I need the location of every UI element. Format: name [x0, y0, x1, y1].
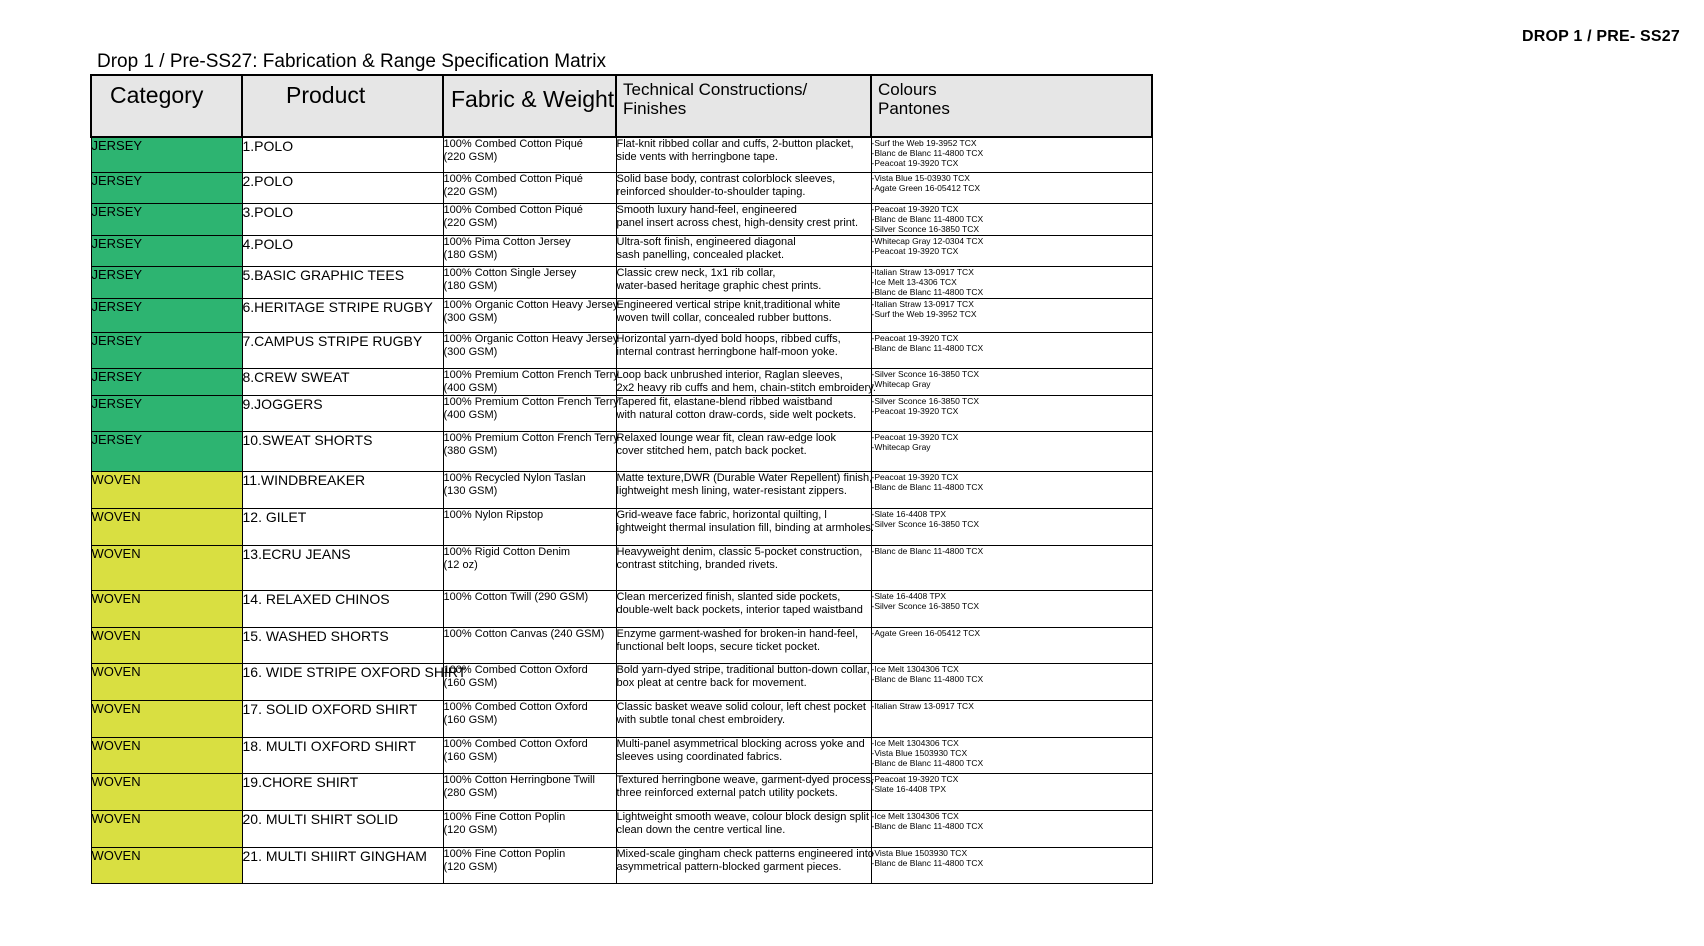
fabric-line: 100% Combed Cotton Piqué: [443, 138, 583, 150]
product-cell: 20. MULTI SHIRT SOLID: [242, 810, 443, 847]
fabric-weight-cell: [443, 172, 616, 203]
technical-cell: [616, 368, 876, 395]
header-row: [91, 75, 1152, 137]
colour-line: -Ice Melt 1304306 TCX: [871, 810, 959, 821]
colours-cell: [871, 847, 1152, 883]
fabric-line: (220 GSM): [443, 216, 498, 229]
colour-line: -Blanc de Blanc 11-4800 TCX: [871, 342, 984, 353]
table-row: [91, 847, 1152, 883]
technical-cell: [616, 332, 871, 368]
category-cell: WOVEN: [91, 700, 242, 737]
colour-line: -Blanc de Blanc 11-4800 TCX: [871, 820, 984, 831]
table-row: [91, 663, 1152, 700]
technical-line: Loop back unbrushed interior, Raglan sleeves,: [616, 368, 843, 381]
technical-line: with subtle tonal chest embroidery.: [616, 713, 786, 726]
product-cell: 16. WIDE STRIPE OXFORD SHIRT: [242, 663, 443, 700]
fabric-line: (12 oz): [443, 558, 478, 571]
table-row: [91, 810, 1152, 847]
fabric-line: 100% Combed Cotton Piqué: [443, 203, 583, 216]
product-cell: 8.CREW SWEAT: [242, 368, 443, 395]
colour-line: -Blanc de Blanc 11-4800 TCX: [871, 673, 984, 684]
header-fabric-weight: Fabric & Weight: [443, 75, 616, 137]
category-cell: WOVEN: [91, 627, 242, 663]
fabric-line: (180 GSM): [443, 248, 498, 261]
colour-line: -Blanc de Blanc 11-4800 TCX: [871, 481, 984, 492]
product-cell: 10.SWEAT SHORTS: [242, 431, 443, 471]
colours-cell: [871, 627, 1152, 663]
table-row: [91, 508, 1152, 545]
product-cell: 15. WASHED SHORTS: [242, 627, 443, 663]
product-cell: 19.CHORE SHIRT: [242, 773, 443, 810]
fabric-line: (160 GSM): [443, 713, 498, 726]
colour-line: -Agate Green 16-05412 TCX: [871, 182, 981, 193]
colour-line: -Slate 16-4408 TPX: [871, 590, 946, 601]
colours-cell: [871, 508, 1152, 545]
colour-line: -Slate 16-4408 TPX: [871, 508, 946, 519]
colour-line: -Silver Sconce 16-3850 TCX: [871, 600, 980, 611]
technical-line: Tapered fit, elastane-blend ribbed waistband: [616, 395, 833, 408]
product-cell: 21. MULTI SHIIRT GINGHAM: [242, 847, 443, 883]
fabric-weight-cell: [443, 332, 619, 368]
product-cell: 17. SOLID OXFORD SHIRT: [242, 700, 443, 737]
fabric-line: 100% Combed Cotton Oxford: [443, 737, 588, 750]
colour-line: -Blanc de Blanc 11-4800 TCX: [871, 757, 984, 768]
technical-line: with natural cotton draw-cords, side welt pockets.: [616, 408, 857, 421]
fabric-weight-cell: [443, 368, 619, 395]
table-row: [91, 545, 1152, 590]
fabric-weight-cell: [443, 847, 616, 883]
product-cell: 5.BASIC GRAPHIC TEES: [242, 266, 443, 298]
technical-line: three reinforced external patch utility pockets.: [616, 786, 838, 799]
table-row: [91, 773, 1152, 810]
colour-line: -Italian Straw 13-0917 TCX: [871, 266, 974, 277]
fabric-line: 100% Organic Cotton Heavy Jersey: [443, 298, 619, 311]
colour-line: -Whitecap Gray 12-0304 TCX: [871, 235, 984, 246]
colours-cell: [871, 773, 1152, 810]
product-cell: 3.POLO: [242, 203, 443, 235]
colours-cell: [871, 663, 1152, 700]
table-row: [91, 590, 1152, 627]
technical-line: Relaxed lounge wear fit, clean raw-edge look: [616, 431, 837, 444]
colour-line: -Silver Sconce 16-3850 TCX: [871, 395, 980, 406]
fabric-line: 100% Combed Cotton Oxford: [443, 700, 588, 713]
colours-cell: [871, 172, 1152, 203]
fabric-weight-cell: [443, 508, 616, 545]
colour-line: -Peacoat 19-3920 TCX: [871, 773, 959, 784]
header-product: Product: [242, 75, 443, 137]
colours-cell: [871, 203, 1152, 235]
colours-cell: [871, 700, 1152, 737]
colour-line: -Peacoat 19-3920 TCX: [871, 431, 959, 442]
header-colours-line-1: Colours: [878, 80, 937, 99]
product-cell: 18. MULTI OXFORD SHIRT: [242, 737, 443, 773]
category-cell: JERSEY: [91, 172, 242, 203]
colour-line: -Slate 16-4408 TPX: [871, 783, 946, 794]
colour-line: -Peacoat 19-3920 TCX: [871, 332, 959, 343]
fabric-line: 100% Cotton Twill (290 GSM): [443, 590, 589, 603]
fabric-weight-cell: [443, 700, 616, 737]
fabric-line: (220 GSM): [443, 185, 498, 198]
fabric-line: 100% Recycled Nylon Taslan: [443, 471, 586, 484]
technical-line: Classic basket weave solid colour, left chest pocket: [616, 700, 866, 713]
fabric-line: (380 GSM): [443, 444, 498, 457]
colour-line: -Silver Sconce 16-3850 TCX: [871, 368, 980, 379]
colour-line: -Ice Melt 1304306 TCX: [871, 737, 959, 748]
category-cell: WOVEN: [91, 663, 242, 700]
category-cell: WOVEN: [91, 773, 242, 810]
header-colours-line-2: Pantones: [878, 99, 950, 118]
category-cell: WOVEN: [91, 810, 242, 847]
technical-cell: [616, 172, 871, 203]
technical-cell: [616, 235, 871, 266]
technical-cell: [616, 773, 874, 810]
fabric-line: (300 GSM): [443, 311, 498, 324]
colours-cell: [871, 266, 1152, 298]
header-category: Category: [91, 75, 242, 137]
fabric-line: 100% Pima Cotton Jersey: [443, 235, 571, 248]
colour-line: -Vista Blue 15-03930 TCX: [871, 172, 970, 183]
fabric-weight-cell: [443, 627, 616, 663]
technical-line: lightweight mesh lining, water-resistant zippers.: [616, 484, 847, 497]
technical-line: asymmetrical pattern-blocked garment pieces.: [616, 860, 842, 873]
fabric-weight-cell: [443, 545, 616, 590]
fabric-line: 100% Combed Cotton Oxford: [443, 663, 588, 676]
category-cell: JERSEY: [91, 431, 242, 471]
fabric-weight-cell: [443, 773, 616, 810]
colour-line: -Ice Melt 1304306 TCX: [871, 663, 959, 674]
technical-line: Flat-knit ribbed collar and cuffs, 2-button placket,: [616, 138, 854, 150]
technical-line: Horizontal yarn-dyed bold hoops, ribbed cuffs,: [616, 332, 841, 345]
technical-cell: [616, 471, 871, 508]
technical-line: Textured herringbone weave, garment-dyed process,: [616, 773, 874, 786]
technical-line: panel insert across chest, high-density crest print.: [616, 216, 859, 229]
fabric-line: 100% Combed Cotton Piqué: [443, 172, 583, 185]
technical-line: contrast stitching, branded rivets.: [616, 558, 778, 571]
colours-cell: [871, 298, 1152, 332]
technical-line: 2x2 heavy rib cuffs and hem, chain-stitch embroidery.: [616, 381, 876, 394]
product-cell: 7.CAMPUS STRIPE RUGBY: [242, 332, 443, 368]
technical-line: functional belt loops, secure ticket pocket.: [616, 640, 821, 653]
category-cell: JERSEY: [91, 395, 242, 431]
technical-line: double-welt back pockets, interior taped waistband: [616, 603, 863, 616]
fabric-weight-cell: [443, 298, 619, 332]
header-technical-constructions: [616, 75, 871, 137]
technical-line: clean down the centre vertical line.: [616, 823, 786, 836]
table-row: [91, 235, 1152, 266]
colour-line: -Surf the Web 19-3952 TCX: [871, 308, 977, 319]
fabric-line: (280 GSM): [443, 786, 498, 799]
technical-cell: [616, 663, 871, 700]
category-cell: JERSEY: [91, 266, 242, 298]
colour-line: -Blanc de Blanc 11-4800 TCX: [871, 545, 984, 556]
category-cell: WOVEN: [91, 508, 242, 545]
technical-cell: [616, 590, 871, 627]
fabric-weight-cell: [443, 737, 616, 773]
fabric-weight-cell: [443, 431, 619, 471]
fabric-line: (120 GSM): [443, 860, 498, 873]
technical-cell: [616, 266, 871, 298]
category-cell: WOVEN: [91, 545, 242, 590]
technical-line: Matte texture,DWR (Durable Water Repellent) finish,: [616, 471, 873, 484]
fabric-line: (400 GSM): [443, 381, 498, 394]
table-row: [91, 332, 1152, 368]
category-cell: JERSEY: [91, 368, 242, 395]
table-row: [91, 395, 1152, 431]
technical-line: reinforced shoulder-to-shoulder taping.: [616, 185, 806, 198]
colours-cell: [871, 471, 1152, 508]
fabric-line: (180 GSM): [443, 279, 498, 292]
header-technical-line-2: Finishes: [623, 99, 687, 118]
fabric-line: 100% Cotton Single Jersey: [443, 266, 577, 279]
colour-line: -Silver Sconce 16-3850 TCX: [871, 518, 980, 529]
technical-line: Smooth luxury hand-feel, engineered: [616, 203, 797, 216]
colour-line: -Vista Blue 1503930 TCX: [871, 747, 968, 758]
category-cell: JERSEY: [91, 137, 242, 172]
product-cell: 14. RELAXED CHINOS: [242, 590, 443, 627]
colours-cell: [871, 810, 1152, 847]
table-row: [91, 172, 1152, 203]
colour-line: -Peacoat 19-3920 TCX: [871, 158, 959, 168]
table-row: [91, 431, 1152, 471]
fabric-line: 100% Cotton Herringbone Twill: [443, 773, 595, 786]
category-cell: JERSEY: [91, 298, 242, 332]
fabric-weight-cell: [443, 137, 616, 172]
technical-line: ightweight thermal insulation fill, binding at armholes.: [616, 521, 874, 534]
category-cell: JERSEY: [91, 332, 242, 368]
fabric-line: 100% Fine Cotton Poplin: [443, 810, 566, 823]
product-cell: 9.JOGGERS: [242, 395, 443, 431]
colour-line: -Whitecap Gray: [871, 378, 931, 389]
technical-line: Engineered vertical stripe knit,traditional white: [616, 298, 841, 311]
colours-cell: [871, 332, 1152, 368]
technical-cell: [616, 737, 871, 773]
fabric-weight-cell: [443, 590, 616, 627]
product-cell: 6.HERITAGE STRIPE RUGBY: [242, 298, 443, 332]
fabric-line: (130 GSM): [443, 484, 498, 497]
technical-line: cover stitched hem, patch back pocket.: [616, 444, 807, 457]
colour-line: -Agate Green 16-05412 TCX: [871, 627, 981, 638]
technical-line: internal contrast herringbone half-moon yoke.: [616, 345, 838, 358]
table-row: [91, 137, 1152, 172]
technical-cell: [616, 203, 871, 235]
fabric-line: 100% Premium Cotton French Terry: [443, 368, 619, 381]
fabric-line: 100% Organic Cotton Heavy Jersey: [443, 332, 619, 345]
product-cell: 11.WINDBREAKER: [242, 471, 443, 508]
technical-cell: [616, 627, 871, 663]
fabric-line: (220 GSM): [443, 151, 498, 163]
technical-cell: [616, 508, 874, 545]
technical-line: Lightweight smooth weave, colour block design split: [616, 810, 870, 823]
technical-line: water-based heritage graphic chest prints.: [616, 279, 822, 292]
drop-label: DROP 1 / PRE- SS27: [1521, 28, 1680, 45]
colours-cell: [871, 545, 1152, 590]
technical-line: Multi-panel asymmetrical blocking across yoke and: [616, 737, 865, 750]
colour-line: -Italian Straw 13-0917 TCX: [871, 700, 974, 711]
page-title: Drop 1 / Pre-SS27: Fabrication & Range Specification Matrix: [97, 51, 607, 72]
table-row: [91, 368, 1152, 395]
technical-line: Clean mercerized finish, slanted side pockets,: [616, 590, 841, 603]
colour-line: -Peacoat 19-3920 TCX: [871, 471, 959, 482]
category-cell: JERSEY: [91, 235, 242, 266]
colour-line: -Peacoat 19-3920 TCX: [871, 203, 959, 214]
technical-cell: [616, 810, 871, 847]
colour-line: -Blanc de Blanc 11-4800 TCX: [871, 286, 984, 297]
technical-line: Classic crew neck, 1x1 rib collar,: [616, 266, 776, 279]
specification-matrix: [90, 74, 1153, 884]
technical-line: Heavyweight denim, classic 5-pocket construction,: [616, 545, 863, 558]
colour-line: -Peacoat 19-3920 TCX: [871, 245, 959, 256]
colour-line: -Blanc de Blanc 11-4800 TCX: [871, 148, 984, 158]
colour-line: -Blanc de Blanc 11-4800 TCX: [871, 857, 984, 868]
colour-line: -Italian Straw 13-0917 TCX: [871, 298, 974, 309]
category-cell: WOVEN: [91, 847, 242, 883]
colours-cell: [871, 590, 1152, 627]
fabric-line: 100% Cotton Canvas (240 GSM): [443, 627, 605, 640]
fabric-line: (160 GSM): [443, 676, 498, 689]
technical-line: box pleat at centre back for movement.: [616, 676, 807, 689]
product-cell: 4.POLO: [242, 235, 443, 266]
fabric-line: 100% Premium Cotton French Terry: [443, 395, 619, 408]
technical-cell: [616, 847, 874, 883]
colours-cell: [871, 431, 1152, 471]
fabric-weight-cell: [443, 266, 616, 298]
category-cell: JERSEY: [91, 203, 242, 235]
matrix-body: [91, 137, 1152, 883]
technical-line: sleeves using coordinated fabrics.: [616, 750, 783, 763]
product-cell: 2.POLO: [242, 172, 443, 203]
technical-line: Mixed-scale gingham check patterns engineered into: [616, 847, 874, 860]
header-technical-line-1: Technical Constructions/: [623, 80, 808, 99]
product-cell: 1.POLO: [242, 137, 443, 172]
fabric-weight-cell: [443, 203, 616, 235]
fabric-line: 100% Rigid Cotton Denim: [443, 545, 571, 558]
technical-line: side vents with herringbone tape.: [616, 151, 778, 163]
table-row: [91, 471, 1152, 508]
fabric-weight-cell: [443, 471, 616, 508]
fabric-line: 100% Nylon Ripstop: [443, 508, 544, 521]
technical-line: Solid base body, contrast colorblock sleeves,: [616, 172, 836, 185]
colours-cell: [871, 395, 1152, 431]
colour-line: -Ice Melt 13-4306 TCX: [871, 276, 957, 287]
fabric-line: 100% Premium Cotton French Terry: [443, 431, 619, 444]
colour-line: -Peacoat 19-3920 TCX: [871, 405, 959, 416]
technical-line: sash panelling, concealed placket.: [616, 248, 785, 261]
fabric-line: (120 GSM): [443, 823, 498, 836]
category-cell: WOVEN: [91, 590, 242, 627]
fabric-line: (400 GSM): [443, 408, 498, 421]
colour-line: -Surf the Web 19-3952 TCX: [871, 138, 977, 148]
colours-cell: [871, 368, 1152, 395]
technical-line: Enzyme garment-washed for broken-in hand-feel,: [616, 627, 859, 640]
colour-line: -Whitecap Gray: [871, 441, 931, 452]
fabric-line: 100% Fine Cotton Poplin: [443, 847, 566, 860]
colours-cell: [871, 737, 1152, 773]
colours-cell: [871, 137, 1152, 172]
category-cell: WOVEN: [91, 471, 242, 508]
technical-line: woven twill collar, concealed rubber buttons.: [616, 311, 832, 324]
colours-cell: [871, 235, 1152, 266]
fabric-line: (300 GSM): [443, 345, 498, 358]
fabric-weight-cell: [443, 235, 616, 266]
fabric-line: (160 GSM): [443, 750, 498, 763]
table-row: [91, 298, 1152, 332]
technical-line: Grid-weave face fabric, horizontal quilting, l: [616, 508, 827, 521]
header-colours-pantones: [871, 75, 1152, 137]
fabric-weight-cell: [443, 395, 619, 431]
fabric-weight-cell: [443, 810, 616, 847]
technical-line: Ultra-soft finish, engineered diagonal: [616, 235, 796, 248]
technical-cell: [616, 395, 871, 431]
table-row: [91, 737, 1152, 773]
colour-line: -Blanc de Blanc 11-4800 TCX: [871, 213, 984, 224]
table-row: [91, 203, 1152, 235]
technical-cell: [616, 298, 871, 332]
table-row: [91, 700, 1152, 737]
technical-cell: [616, 431, 871, 471]
technical-cell: [616, 137, 871, 172]
category-cell: WOVEN: [91, 737, 242, 773]
product-cell: 13.ECRU JEANS: [242, 545, 443, 590]
colour-line: -Silver Sconce 16-3850 TCX: [871, 223, 980, 234]
fabric-weight-cell: [443, 663, 616, 700]
table-row: [91, 627, 1152, 663]
table-row: [91, 266, 1152, 298]
colour-line: -Vista Blue 1503930 TCX: [871, 847, 968, 858]
technical-line: Bold yarn-dyed stripe, traditional button-down collar,: [616, 663, 870, 676]
technical-cell: [616, 545, 871, 590]
product-cell: 12. GILET: [242, 508, 443, 545]
technical-cell: [616, 700, 871, 737]
